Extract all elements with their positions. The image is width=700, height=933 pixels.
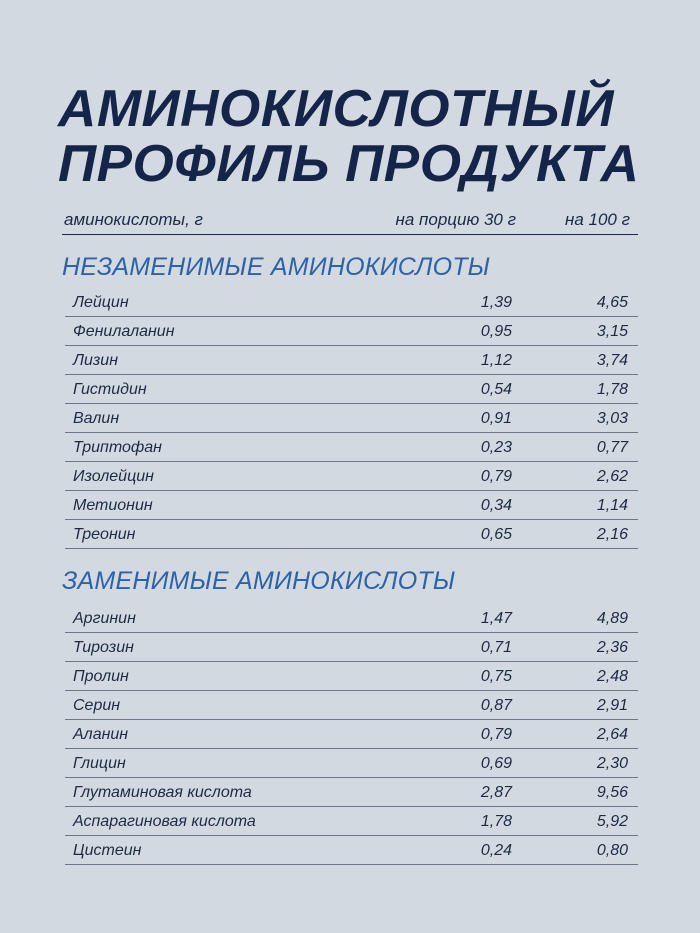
value-per-100g: 0,77 [596, 439, 628, 456]
value-per-serving: 0,54 [480, 381, 512, 398]
value-per-serving: 0,95 [480, 323, 512, 340]
table-row [65, 347, 638, 375]
amino-acid-name: Метионин [73, 497, 153, 514]
table-row [65, 434, 638, 462]
table-row [65, 779, 638, 807]
table-row [65, 318, 638, 346]
table-row [65, 721, 638, 749]
value-per-100g: 4,89 [596, 610, 628, 627]
amino-acid-name: Пролин [73, 668, 129, 685]
page-title-line-1: АМИНОКИСЛОТНЫЙ [58, 80, 614, 138]
amino-acid-name: Гистидин [73, 381, 147, 398]
amino-acid-name: Валин [73, 410, 120, 427]
value-per-serving: 0,91 [480, 410, 512, 427]
column-header-per-100g: на 100 г [564, 210, 630, 229]
column-header-amino-acids: аминокислоты, г [64, 210, 203, 229]
value-per-serving: 0,79 [480, 726, 512, 743]
amino-acid-name: Цистеин [73, 842, 142, 859]
value-per-serving: 1,39 [480, 294, 512, 311]
value-per-serving: 2,87 [480, 784, 512, 801]
amino-acid-name: Глицин [73, 755, 126, 772]
amino-acid-name: Аргинин [73, 610, 136, 627]
table-row [65, 376, 638, 404]
amino-acid-name: Лейцин [73, 294, 129, 311]
amino-acid-name: Изолейцин [73, 468, 154, 485]
section-title-essential: НЕЗАМЕНИМЫЕ АМИНОКИСЛОТЫ [62, 253, 491, 281]
table-row [65, 663, 638, 691]
value-per-100g: 2,91 [596, 697, 628, 714]
essential-amino-acids-table [65, 289, 638, 549]
value-per-100g: 0,80 [596, 842, 628, 859]
value-per-serving: 0,34 [480, 497, 512, 514]
value-per-100g: 2,36 [596, 639, 628, 656]
table-row [65, 405, 638, 433]
amino-acid-name: Тирозин [73, 639, 134, 656]
value-per-serving: 1,12 [480, 352, 512, 369]
value-per-serving: 0,24 [480, 842, 512, 859]
value-per-100g: 5,92 [596, 813, 628, 830]
table-row [65, 808, 638, 836]
value-per-serving: 0,79 [480, 468, 512, 485]
amino-acid-name: Фенилаланин [73, 323, 175, 340]
value-per-serving: 0,75 [480, 668, 512, 685]
value-per-100g: 2,30 [596, 755, 628, 772]
value-per-100g: 1,14 [596, 497, 628, 514]
value-per-serving: 1,78 [480, 813, 512, 830]
amino-acid-name: Глутаминовая кислота [73, 784, 252, 801]
value-per-100g: 2,48 [596, 668, 628, 685]
column-header-per-serving: на порцию 30 г [395, 210, 516, 229]
amino-acid-name: Аланин [73, 726, 129, 743]
value-per-100g: 2,62 [596, 468, 628, 485]
table-row [65, 463, 638, 491]
value-per-100g: 2,16 [596, 526, 628, 543]
value-per-100g: 3,74 [596, 352, 628, 369]
table-row [65, 837, 638, 865]
amino-acid-name: Аспарагиновая кислота [73, 813, 256, 830]
value-per-serving: 0,71 [480, 639, 512, 656]
page-title-line-2: ПРОФИЛЬ ПРОДУКТА [58, 135, 640, 193]
value-per-100g: 2,64 [596, 726, 628, 743]
table-row [65, 492, 638, 520]
value-per-100g: 3,03 [596, 410, 628, 427]
amino-acid-name: Треонин [73, 526, 136, 543]
value-per-serving: 0,23 [480, 439, 512, 456]
value-per-100g: 1,78 [596, 381, 628, 398]
table-row [65, 521, 638, 549]
value-per-100g: 9,56 [596, 784, 628, 801]
table-row [65, 289, 638, 317]
nonessential-amino-acids-table [65, 605, 638, 865]
value-per-serving: 0,65 [480, 526, 512, 543]
table-row [65, 692, 638, 720]
value-per-100g: 4,65 [596, 294, 628, 311]
amino-acid-name: Лизин [73, 352, 119, 369]
value-per-serving: 0,69 [480, 755, 512, 772]
amino-acid-name: Триптофан [73, 439, 162, 456]
value-per-100g: 3,15 [596, 323, 628, 340]
value-per-serving: 0,87 [480, 697, 512, 714]
amino-acid-name: Серин [73, 697, 121, 714]
table-row [65, 605, 638, 633]
table-row [65, 634, 638, 662]
table-row [65, 750, 638, 778]
value-per-serving: 1,47 [480, 610, 512, 627]
section-title-nonessential: ЗАМЕНИМЫЕ АМИНОКИСЛОТЫ [62, 567, 456, 595]
table-header [62, 208, 638, 235]
page-title [58, 82, 639, 192]
